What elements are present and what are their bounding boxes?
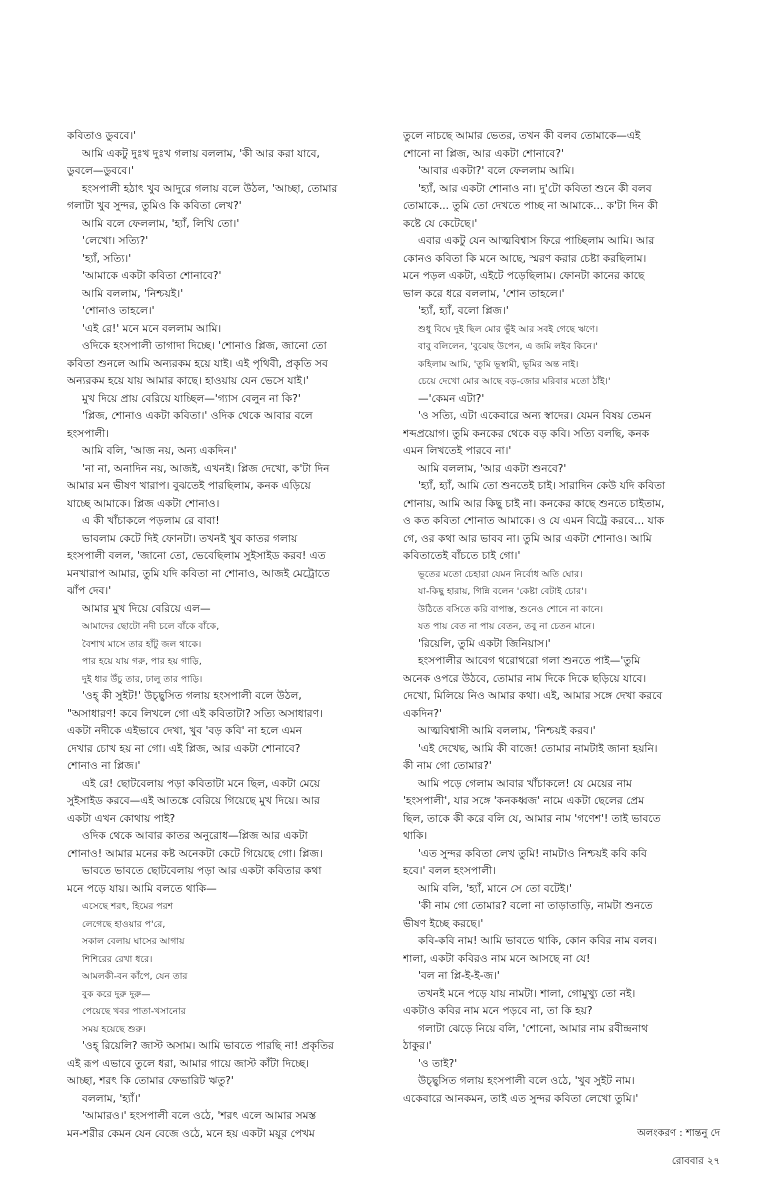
text-line: ছিল, তাকে কী করে বলি যে, আমার নাম 'গণেশ'! তাই ভাবতে bbox=[403, 812, 661, 825]
poem-line: বৈশাখ মাসে তার হাঁটু জল থাকে। bbox=[82, 638, 202, 650]
text-line: ডুবলে—ডুববে।' bbox=[67, 165, 134, 177]
text-line: থাকি। bbox=[403, 830, 428, 842]
text-line: আমি বলি, 'আজ নয়, অন্য একদিন।' bbox=[82, 445, 237, 457]
poem-line: দুই ধার উঁচু তার, ঢালু তার পাড়ি। bbox=[82, 673, 203, 685]
text-line: 'হংসপালী', যার সঙ্গে 'কনকধ্বজ' নামে একটা ছেলের প্রেম bbox=[403, 795, 645, 807]
text-line: ওদিক থেকে আবার কাতর অনুরোধ—প্লিজ আর একটা bbox=[82, 830, 308, 842]
text-line: 'এই দেখেছ, আমি কী বাজে! তোমার নামটাই জানা হয়নি। bbox=[418, 742, 658, 755]
right-column bbox=[403, 128, 721, 1108]
text-line: শোনো না প্লিজ, আর একটা শোনাবে?' bbox=[403, 147, 564, 160]
poem-line: এসেছে শরৎ, হিমের পরশ bbox=[82, 901, 174, 912]
text-line: হবে।' বলল হংসপালী। bbox=[403, 865, 496, 877]
text-line: অনেক ওপরে উঠবে, তোমার নাম দিকে দিকে ছড়িয়ে যাবে। bbox=[403, 672, 647, 685]
poem-line: পেয়েছে খবর পাতা-খসানোর bbox=[82, 1006, 186, 1017]
text-line: 'শোনাও তাহলে।' bbox=[82, 305, 155, 317]
text-line: 'এই রে!' মনে মনে বললাম আমি। bbox=[82, 322, 222, 335]
text-line: আমি পড়ে গেলাম আবার খাঁচাকলে! যে মেয়ের নাম bbox=[418, 777, 632, 790]
text-line: এবার একটু যেন আত্মবিশ্বাস ফিরে পাচ্ছিলাম আমি। আর bbox=[418, 235, 655, 247]
poem-line: পার হয়ে যায় গরু, পার হয় গাড়ি, bbox=[82, 656, 202, 667]
text-line: 'প্লিজ, শোনাও একটা কবিতা।' ওদিক থেকে আবার বলে bbox=[82, 410, 313, 422]
text-line: 'ওহ্ রিয়েলি? জাস্ট অসাম। আমি ভাবতে পারছি না! প্রকৃতির bbox=[82, 1040, 334, 1052]
text-line: এই রূপ এভাবে তুলে ধরা, আমার গায়ে জাস্ট কাঁটা দিচ্ছে। bbox=[67, 1057, 310, 1070]
text-line: আমি একটু দুঃখ দুঃখ গলায় বললাম, 'কী আর করা যাবে, bbox=[82, 147, 320, 160]
text-line: একটাও কবির নাম মনে পড়বে না, তা কি হয়? bbox=[403, 1005, 593, 1017]
text-line: বললাম, 'হ্যাঁ।' bbox=[82, 1092, 141, 1105]
text-line: এ কী খাঁচাকলে পড়লাম রে বাবা! bbox=[82, 515, 220, 527]
text-line: গে, ওর কথা আর ভাবব না। তুমি আর একটা শোনাও। আমি bbox=[403, 532, 652, 545]
page-folio: রোববার ২৭ bbox=[671, 1156, 720, 1167]
text-line: আমার মুখ দিয়ে বেরিয়ে এল— bbox=[82, 602, 211, 615]
text-line: দেখো, মিলিয়ে নিও আমার কথা। এই, আমার সঙ্গে দেখা করবে bbox=[403, 690, 663, 702]
text-line: ওদিকে হংসপালী তাগাদা দিচ্ছে। 'শোনাও প্লিজ, জানো তো bbox=[82, 340, 327, 352]
poem-line: বুক করে দুরু দুরু— bbox=[82, 988, 151, 1000]
text-line: আচ্ছা, শরৎ কি তোমার ফেভারিট ঋতু?' bbox=[67, 1075, 234, 1087]
text-line: —'কেমন এটা?' bbox=[418, 392, 485, 405]
text-line: 'আমারও।' হংসপালী বলে ওঠে, 'শরৎ এলে আমার সমস্ত bbox=[82, 1110, 317, 1122]
text-line: সুইসাইড করবে—এই আতঙ্কে বেরিয়ে গিয়েছে মুখ দিয়ে। আর bbox=[67, 795, 320, 807]
text-line: কবিতাও ডুববে।' bbox=[67, 130, 137, 142]
text-line: ভাল করে ধরে বললাম, 'শোন তাহলে।' bbox=[403, 287, 565, 300]
text-line: উচ্ছ্বসিত গলায় হংসপালী বলে ওঠে, 'খুব সুইট নাম। bbox=[418, 1075, 635, 1087]
poem-line: ভূতের মতো চেহারা যেমন নির্বোধ অতি ঘোর। bbox=[418, 568, 583, 580]
poem-line: আমাদের ছোটো নদী চলে বাঁকে বাঁকে, bbox=[82, 621, 220, 632]
text-line: আমি বলে ফেললাম, 'হ্যাঁ, লিখি তো।' bbox=[82, 217, 240, 230]
text-line: তুলে নাচছে আমার ভেতর, তখন কী বলব তোমাকে—এই bbox=[403, 130, 641, 142]
text-line: শালা, একটা কবিরও নাম মনে আসছে না যে! bbox=[403, 952, 591, 965]
poem-line: বাবু বলিলেন, 'বুঝেছ উপেন, এ জমি লইব কিনে।' bbox=[418, 341, 598, 352]
text-line: মন-শরীর কেমন যেন বেজে ওঠে, মনে হয় একটা ময়ূর পেখম bbox=[67, 1127, 315, 1140]
text-line: অন্যরকম হয়ে যায় আমার কাছে। হাওয়ায় যেন ভেসে যাই।' bbox=[67, 375, 309, 387]
text-line: কবিতা শুনলে আমি অন্যরকম হয়ে যাই। এই পৃথিবী, প্রকৃতি সব bbox=[67, 357, 328, 370]
poem-line: সময় হয়েছে শুরু। bbox=[82, 1023, 146, 1035]
illustration-credit: অলংকরণ : শান্তনু দে bbox=[637, 1128, 720, 1139]
poem-line: শিশিরের রেখা ধরে। bbox=[82, 953, 153, 965]
text-line: 'হ্যাঁ, হ্যাঁ, বলো প্লিজ।' bbox=[418, 305, 509, 317]
text-line: আমি বললাম, 'নিশ্চয়ই।' bbox=[82, 287, 184, 300]
text-line: শোনাও না প্লিজ।' bbox=[67, 760, 141, 772]
text-line: 'আমাকে একটা কবিতা শোনাবে?' bbox=[82, 270, 222, 282]
text-line: আমি বললাম, 'আর একটা শুনবে?' bbox=[418, 462, 567, 475]
text-line: 'রিয়েলি, তুমি একটা জিনিয়াস।' bbox=[418, 637, 551, 650]
text-line: মনে পড়ল একটা, এইটে পড়েছিলাম। ফোনটা কানের কাছে bbox=[403, 270, 645, 282]
text-line: দেখার চোখ হয় না গো। এই প্লিজ, আর একটা শোনাবে? bbox=[67, 742, 301, 755]
text-line: যাচ্ছে আমাকে। প্লিজ একটা শোনাও। bbox=[67, 497, 220, 510]
text-line: আমি বলি, 'হ্যাঁ, মানে সে তো বটেই।' bbox=[418, 882, 572, 895]
text-line: ভাবতে ভাবতে ছোটবেলায় পড়া আর একটা কবিতার কথা bbox=[82, 865, 322, 877]
text-line: কী নাম গো তোমার?' bbox=[403, 760, 492, 772]
text-line: একেবারে আনকমন, তাই এত সুন্দর কবিতা লেখো তুমি।' bbox=[403, 1092, 639, 1105]
text-line: 'ও সত্যি, এটা একেবারে অন্য স্বাদের। যেমন বিষয় তেমন bbox=[418, 410, 652, 422]
text-line: আত্মবিশ্বাসী আমি বললাম, 'নিশ্চয়ই করব।' bbox=[418, 725, 596, 737]
poem-line: আমলকী-বন কাঁপে, যেন তার bbox=[82, 971, 188, 982]
text-line: 'আবার একটা?' বলে ফেললাম আমি। bbox=[418, 165, 575, 177]
text-line: কবি-কবি নাম! আমি ভাবতে থাকি, কোন কবির নাম বলব। bbox=[418, 935, 658, 947]
text-line: আমার মন ভীষণ খারাপ। বুঝতেই পারছিলাম, কনক এড়িয়ে bbox=[67, 480, 311, 492]
poem-line: চেয়ে দেখো মোর আছে বড়-জোর মরিবার মতো ঠাঁই।' bbox=[418, 376, 611, 387]
poem-line: যত পায় বেত না পায় বেতন, তবু না চেতন মানে। bbox=[418, 621, 595, 632]
text-line: ভাবলাম কেটে দিই ফোনটা। তখনই খুব কাতর গলায় bbox=[82, 532, 298, 545]
poem-line: লেগেছে হাওয়ার প'রে, bbox=[82, 918, 166, 930]
text-line: ও কত কবিতা শোনাত আমাকে। ও যে এমন বিট্রে করবে... যাক bbox=[403, 515, 665, 527]
text-line: 'কী নাম গো তোমার? বলো না তাড়াতাড়ি, নামটা শুনতে bbox=[418, 900, 653, 912]
text-line: মনখারাপ আমার, তুমি যদি কবিতা না শোনাও, আজই মেট্রোতে bbox=[67, 567, 330, 580]
poem-line: উঠিতে বসিতে করি বাপাস্ত, শুনেও শোনে না কানে। bbox=[418, 603, 603, 615]
text-line: একটা এখন কোথায় পাই? bbox=[67, 812, 176, 825]
text-line: হংসপালী। bbox=[67, 427, 110, 440]
poem-line: সকাল বেলায় ঘাসের আগায় bbox=[82, 936, 185, 947]
text-line: ঝাঁপ দেব।' bbox=[67, 585, 112, 597]
text-line: শব্দপ্রয়োগ। তুমি কনকের থেকে বড় কবি। সত্যি বলছি, কনক bbox=[403, 427, 650, 440]
text-line: কষ্টে যে কেটেছে।' bbox=[403, 217, 478, 230]
left-column bbox=[67, 128, 385, 1143]
text-line: 'হ্যাঁ, হ্যাঁ, আমি তো শুনতেই চাই। সারাদিন কেউ যদি কবিতা bbox=[418, 480, 666, 492]
text-line: শোনাও! আমার মনের কষ্ট অনেকটা কেটে গিয়েছে গো। প্লিজ। bbox=[67, 847, 323, 860]
text-line: তখনই মনে পড়ে যায় নামটা। শালা, গোমুখ্যু তো নই। bbox=[418, 987, 636, 1000]
text-line: মুখ দিয়ে প্রায় বেরিয়ে যাচ্ছিল—'গ্যাস বেলুন না কি?' bbox=[82, 392, 301, 405]
text-line: 'হ্যাঁ, আর একটা শোনাও না। দু'টো কবিতা শুনে কী বলব bbox=[418, 182, 652, 195]
text-line: 'না না, অনাদিন নয়, আজই, এখনই। প্লিজ দেখো, ক'টা দিন bbox=[82, 462, 330, 475]
text-line: 'হ্যাঁ, সত্যি।' bbox=[82, 252, 132, 265]
text-line: 'বল না প্লি-ই-ই-জ।' bbox=[418, 970, 500, 982]
text-line: "অসাধারণ! কবে লিখলে গো এই কবিতাটা? সত্যি অসাধারণ। bbox=[67, 707, 323, 720]
poem-line: যা-কিছু হারায়, গিন্নি বলেন 'কেষ্টা বেটাই চোর'। bbox=[418, 586, 587, 597]
text-line: গলাটা খুব সুন্দর, তুমিও কি কবিতা লেখ?' bbox=[67, 200, 242, 212]
text-line: এমন লিখতেই পারবে না।' bbox=[403, 445, 512, 457]
poem-line: শুধু বিঘে দুই ছিল মোর ভুঁই আর সবই গেছে ঋণে। bbox=[418, 323, 599, 335]
text-line: ভীষণ ইচ্ছে করছে।' bbox=[403, 917, 484, 930]
text-line: হংসপালী বলল, 'জানো তো, ভেবেছিলাম সুইসাইড করব! এত bbox=[67, 550, 326, 562]
text-line: তোমাকে... তুমি তো দেখতে পাচ্ছ না আমাকে... ক'টা দিন কী bbox=[403, 200, 658, 212]
text-line: হংসপালী হঠাৎ খুব আদুরে গলায় বলে উঠল, 'আচ্ছা, তোমার bbox=[82, 182, 338, 195]
text-line: 'ওহ্ কী সুইট!' উচ্ছ্বসিত গলায় হংসপালী বলে উঠল, bbox=[82, 690, 302, 702]
text-line: এই রে! ছোটবেলায় পড়া কবিতাটা মনে ছিল, একটা মেয়ে bbox=[82, 777, 320, 790]
text-line: ঠাকুর।' bbox=[403, 1040, 432, 1052]
text-line: কবিতাতেই বাঁচতে চাই গো।' bbox=[403, 550, 521, 562]
text-line: হংসপালীর আবেগ থরোথরো গলা শুনতে পাই—'তুমি bbox=[418, 655, 641, 667]
text-line: শোনায়, আমি আর কিছু চাই না। কনকের কাছে শুনতে চাইতাম, bbox=[403, 497, 665, 510]
text-line: মনে পড়ে যায়। আমি বলতে থাকি— bbox=[67, 882, 217, 895]
text-line: 'লেখো। সত্যি?' bbox=[82, 235, 149, 247]
text-line: একদিন?' bbox=[403, 707, 442, 720]
text-line: একটা নদীকে এইভাবে দেখা, খুব 'বড় কবি' না হলে এমন bbox=[67, 725, 303, 737]
text-line: 'এত সুন্দর কবিতা লেখ তুমি! নামটাও নিশ্চয়ই কবি কবি bbox=[418, 847, 647, 860]
text-line: 'ও তাই?' bbox=[418, 1057, 458, 1070]
text-line: গলাটা ঝেড়ে নিয়ে বলি, 'শোনো, আমার নাম রবীন্দ্রনাথ bbox=[418, 1022, 649, 1035]
poem-line: কহিলাম আমি, 'তুমি ভূস্বামী, ভূমির অন্ত নাই। bbox=[418, 358, 579, 370]
text-line: কোনও কবিতা কি মনে আছে, স্মরণ করার চেষ্টা করছিলাম। bbox=[403, 252, 647, 265]
